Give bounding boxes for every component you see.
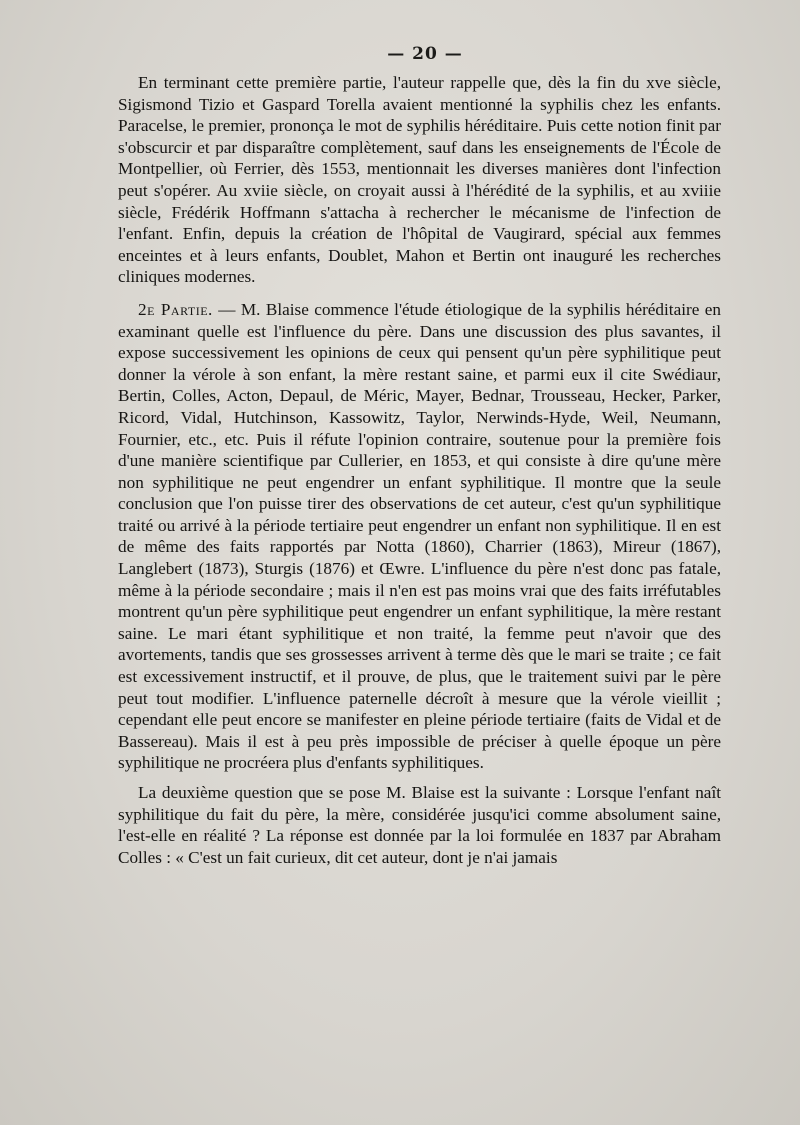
page-number: — 20 — (387, 44, 463, 64)
paragraph-2-text: — M. Blaise commence l'étude étiologique de la syphilis héréditaire en examinant quelle est l'influence du père. Dans une discussion des plus savantes, il expose successivement les opinions de ceux qui pensent qu'un père syphilitique peut donner la vérole à son enfant, la mère restant saine, et parmi eux il cite Swédiaur, Bertin, Colles, Acton, Depaul, de Méric, Mayer, Bednar, Trousseau, Hecker, Parker, Ricord, Vidal, Hutchinson, Kassowitz, Taylor, Nerwinds-Hyde, Weil, Neumann, Fournier, etc., etc. Puis il réfute l'opinion contraire, soutenue pour la première fois d'une manière scientifique par Cullerier, en 1853, et qui consiste à dire qu'une mère non syphilitique ne peut engendrer un enfant syphilitique. Il montre que la seule conclusion que l'on puisse tirer des observations de cet auteur, c'est qu'un syphilitique traité ou arrivé à la période tertiaire peut engendrer un enfant non syphilitique. Il en est de même des faits rapportés par Notta (1860), Charrier (1863), Mireur (1867), Langlebert (1873), Sturgis (1876) et Œwre. L'influence du père n'est donc pas fatale, même à la période secondaire ; mais il n'en est pas moins vrai que des faits irréfutables montrent qu'un père syphilitique peut engendrer un enfant syphilitique, la mère restant saine. Le mari étant syphilitique et non traité, la femme peut n'avoir que des avortements, tandis que ses grossesses arrivent à terme dès que le mari se traite ; ce fait est excessivement instructif, et il prouve, de plus, que le traitement suivi par le père peut tout modifier. L'influence paternelle décroît à mesure que la vérole vieillit ; cependant elle peut encore se manifester en pleine période tertiaire (faits de Vidal et de Bassereau). Mais il est à peu près impossible de préciser à quelle époque un père syphilitique ne procréera plus d'enfants syphilitiques. (118, 299, 721, 773)
paragraph-1: En terminant cette première partie, l'auteur rappelle que, dès la fin du xve siècle, Sigismond Tizio et Gaspard Torella avaient mentionné la syphilis chez les enfants. Paracelse, le premier, prononça le mot de syphilis héréditaire. Puis cette notion finit par s'obscurcir et par disparaître complètement, sauf dans les enseignements de l'École de Montpellier, où Ferrier, dès 1553, mentionnait les diverses manières dont l'infection peut s'opérer. Au xviie siècle, on croyait aussi à l'hérédité de la syphilis, et au xviiie siècle, Frédérik Hoffmann s'attacha à rechercher le mécanisme de l'infection de l'enfant. Enfin, depuis la création de l'hôpital de Vaugirard, spécial aux femmes enceintes et à leurs enfants, Doublet, Mahon et Bertin ont inauguré les recherches cliniques modernes. (118, 73, 721, 287)
section-heading: 2e Partie. (138, 299, 213, 319)
paragraph-2 (118, 299, 721, 774)
body-text (118, 72, 721, 868)
paragraph-3: La deuxième question que se pose M. Blaise est la suivante : Lorsque l'enfant naît syphilitique du fait du père, la mère, considérée jusqu'ici comme absolument saine, l'est-elle en réalité ? La réponse est donnée par la loi formulée en 1837 par Abraham Colles : « C'est un fait curieux, dit cet auteur, dont je n'ai jamais (118, 783, 721, 867)
